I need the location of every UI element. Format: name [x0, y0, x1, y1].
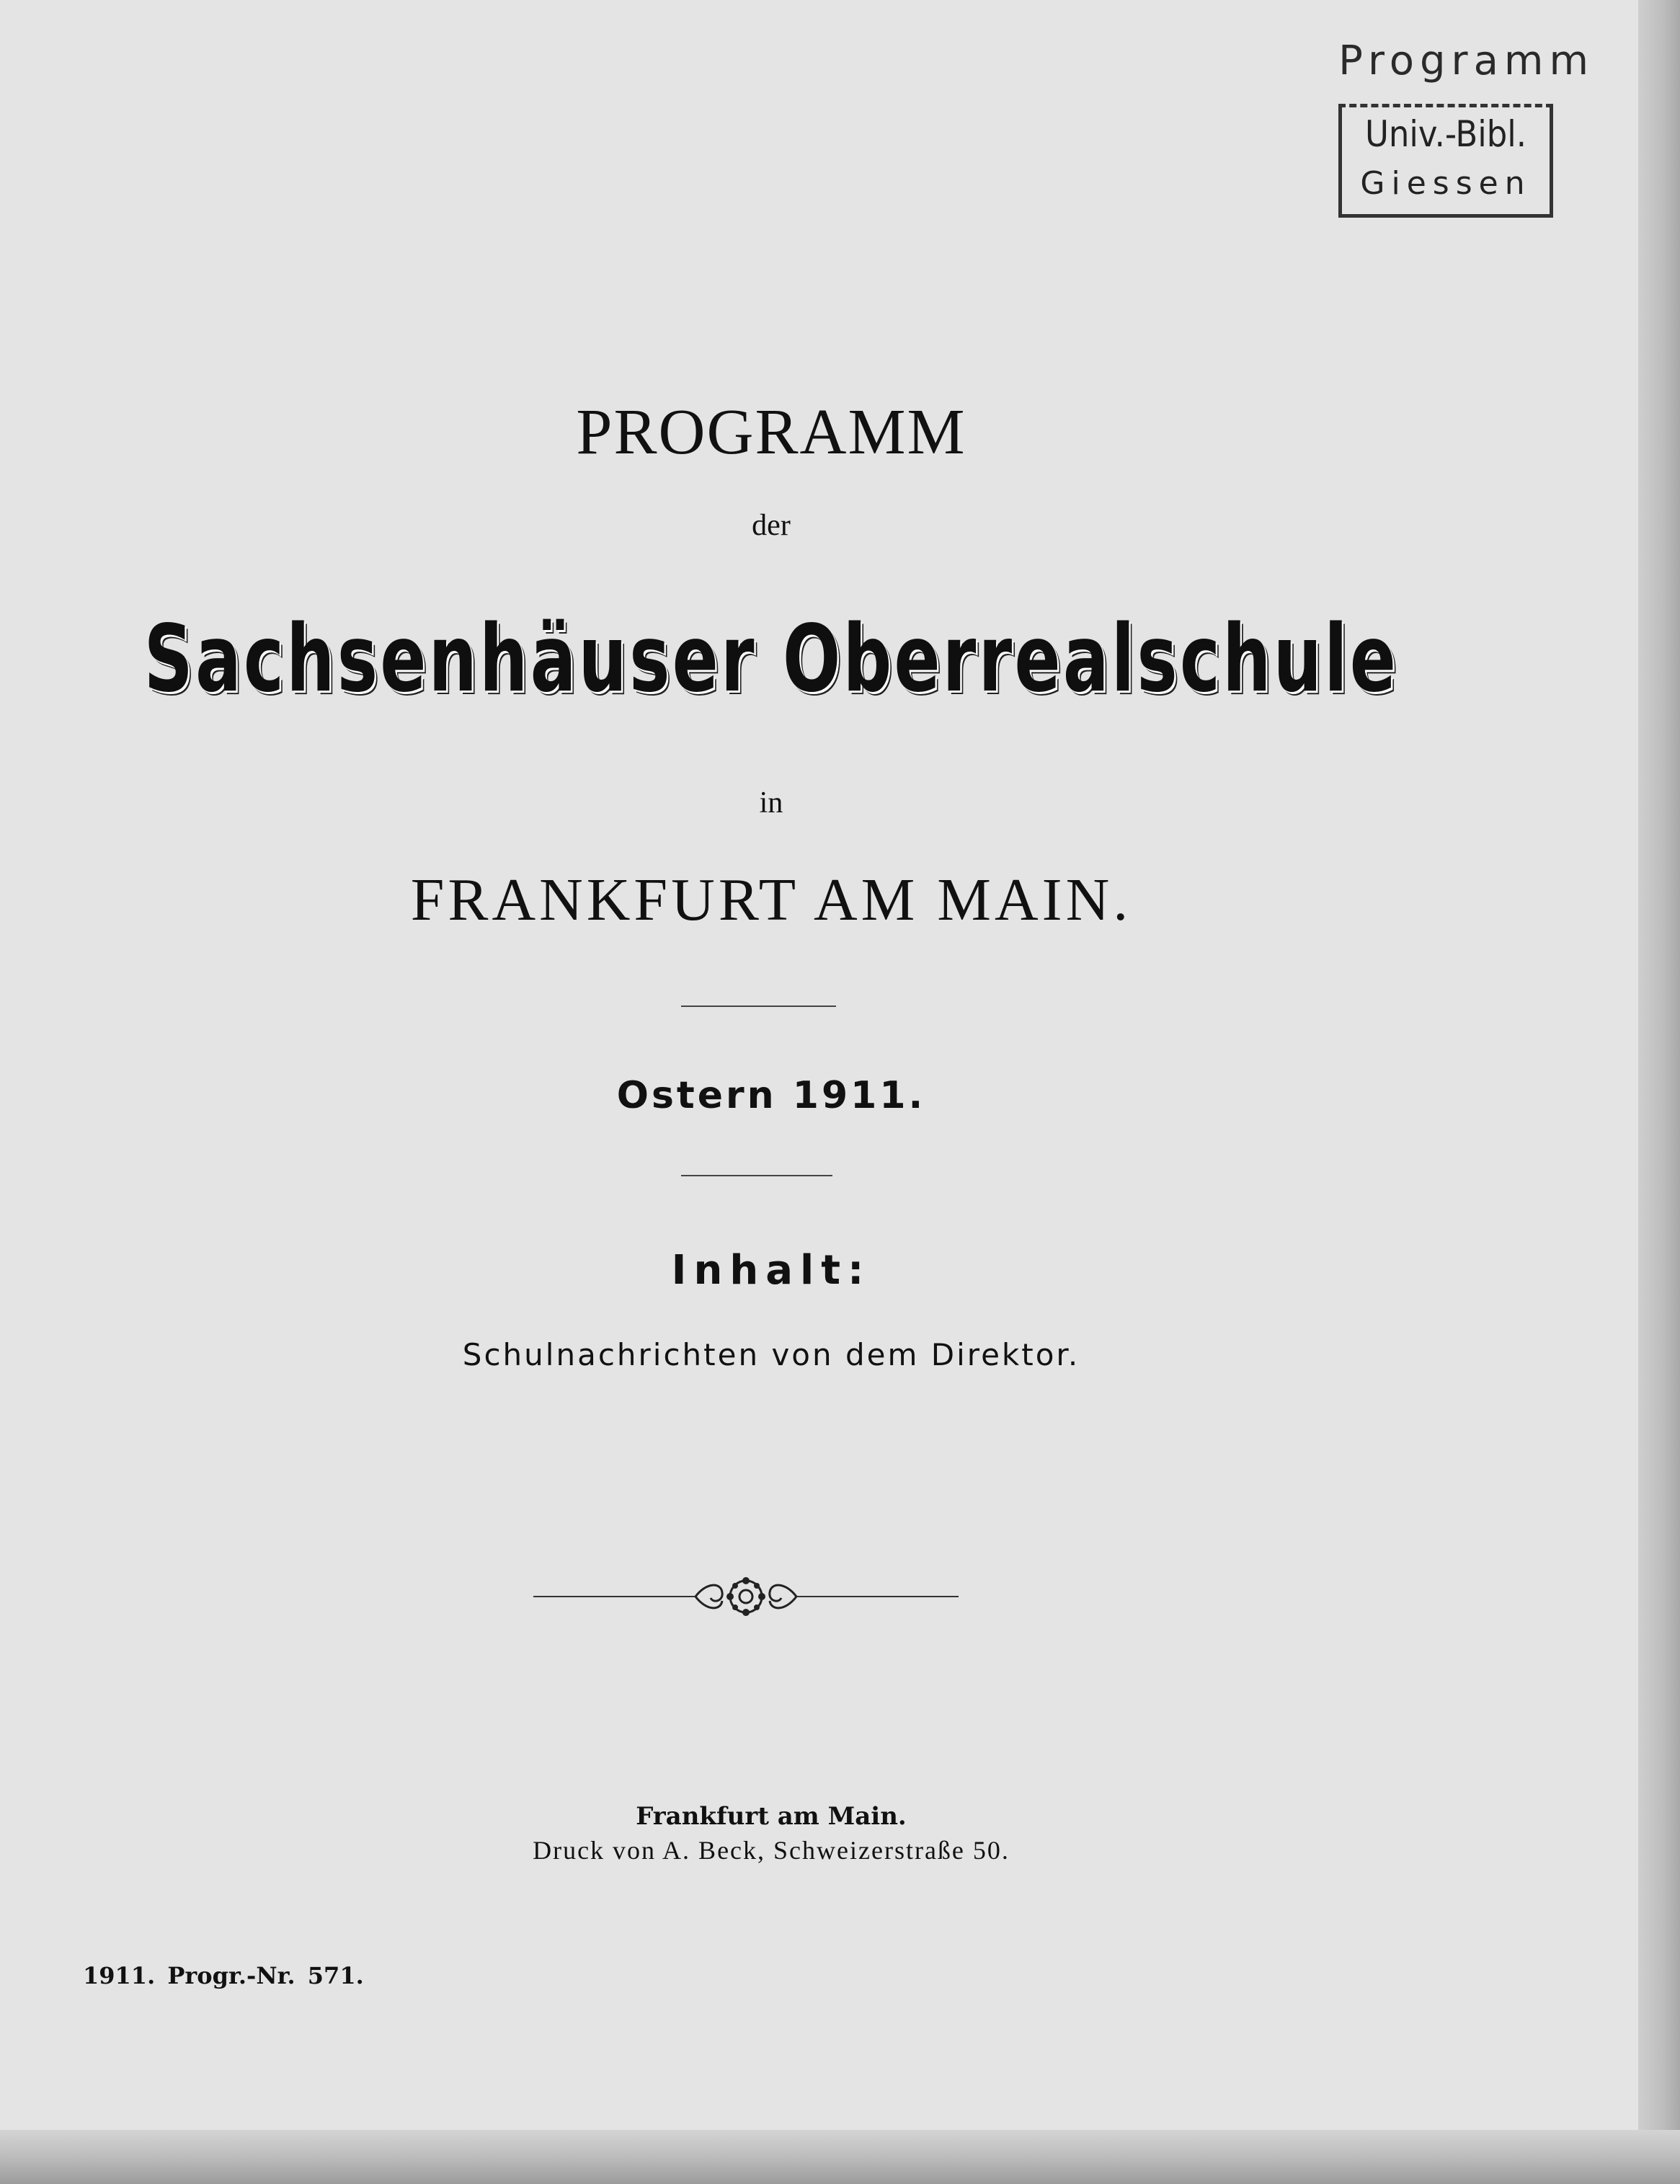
city-name: FRANKFURT AM MAIN.: [410, 866, 1132, 933]
imprint-place: Frankfurt am Main.: [636, 1802, 907, 1831]
divider-rule: [681, 1175, 832, 1176]
floral-divider-icon: [533, 1568, 959, 1625]
stamp-top-text: Programm: [1338, 37, 1594, 84]
contents-heading: Inhalt:: [671, 1247, 871, 1294]
page-edge-right: [1638, 0, 1680, 2184]
library-stamp: [1270, 37, 1594, 232]
contents-item: Schulnachrichten von dem Direktor.: [462, 1337, 1080, 1372]
publication-date: Ostern 1911.: [616, 1074, 926, 1117]
divider-rule: [681, 1006, 836, 1007]
stamp-library-name: Univ.-Bibl.: [1364, 113, 1527, 155]
stamp-box: [1338, 104, 1553, 218]
program-number: 1911. Progr.-Nr. 571.: [83, 1962, 364, 1989]
page-edge-bottom: [0, 2130, 1680, 2184]
stamp-city: Giessen: [1360, 165, 1532, 202]
title-connector-in: in: [759, 786, 783, 820]
imprint-printer: Druck von A. Beck, Schweizerstraße 50.: [533, 1836, 1010, 1865]
document-title: PROGRAMM: [576, 396, 966, 468]
school-name: Sachsenhäuser Oberrealschule: [143, 605, 1399, 713]
title-connector-der: der: [752, 509, 791, 542]
